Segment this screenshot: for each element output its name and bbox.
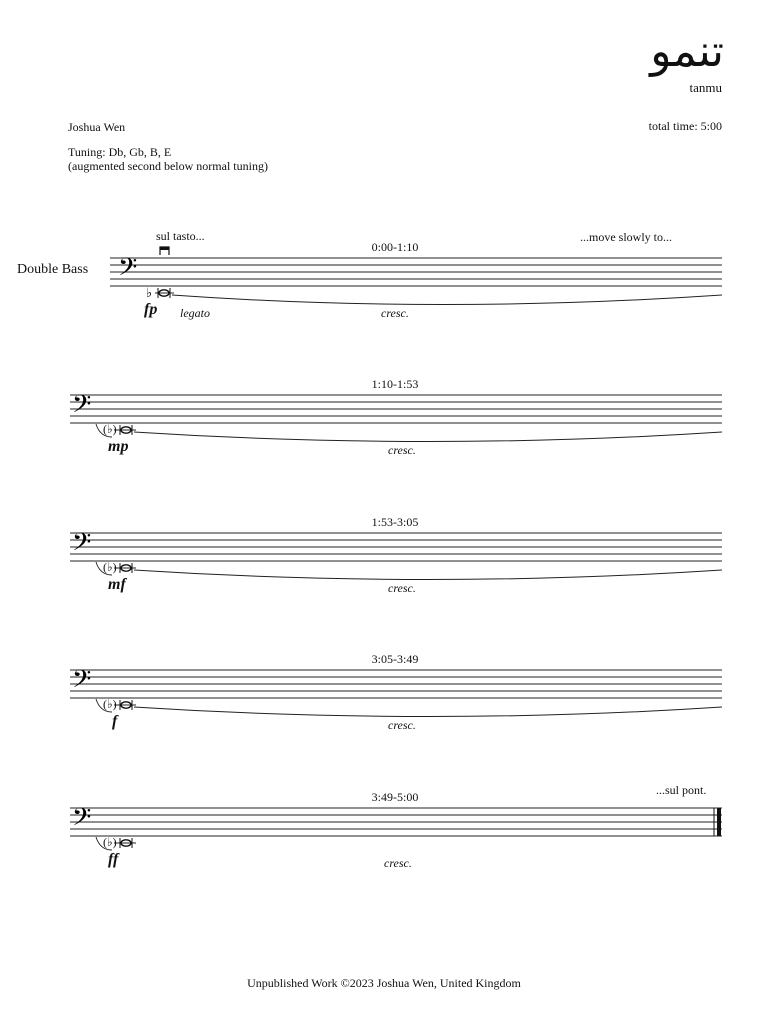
legato-text: legato xyxy=(180,306,210,320)
cresc-4: cresc. xyxy=(388,718,416,732)
time-range-1: 0:00-1:10 xyxy=(371,240,419,254)
bass-clef-icon: 𝄢 xyxy=(72,803,92,838)
dynamic-5: ff xyxy=(108,851,119,868)
accidental-4: (♭) xyxy=(103,697,117,711)
instrument-name: Double Bass xyxy=(17,262,89,277)
crescendo-tie xyxy=(172,295,722,305)
staff-lines xyxy=(70,533,722,561)
cresc-1: cresc. xyxy=(381,306,409,320)
crescendo-tie xyxy=(134,570,722,580)
bass-clef-icon: 𝄢 xyxy=(118,253,138,288)
down-bow-icon xyxy=(160,247,169,255)
dynamic-4: f xyxy=(112,713,118,730)
dynamic-2: mp xyxy=(108,438,129,455)
staff-lines xyxy=(110,258,722,286)
accidental-3: (♭) xyxy=(103,560,117,574)
time-range-3: 1:53-3:05 xyxy=(371,515,419,529)
crescendo-tie xyxy=(134,707,722,717)
accidental-1: ♭ xyxy=(146,285,153,300)
bass-clef-icon: 𝄢 xyxy=(72,665,92,700)
composer: Joshua Wen xyxy=(68,120,126,134)
staff-lines xyxy=(70,395,722,423)
staff-lines xyxy=(70,808,722,836)
time-range-2: 1:10-1:53 xyxy=(371,377,419,391)
cresc-2: cresc. xyxy=(388,443,416,457)
sul-pont-text: ...sul pont. xyxy=(656,783,707,797)
sul-tasto-text: sul tasto... xyxy=(156,229,205,243)
tuning-line-2: (augmented second below normal tuning) xyxy=(68,159,268,173)
title-latin: tanmu xyxy=(689,80,722,95)
accidental-5: (♭) xyxy=(103,835,117,849)
staff-lines xyxy=(70,670,722,698)
cresc-5: cresc. xyxy=(384,856,412,870)
tuning-line-1: Tuning: Db, Gb, B, E xyxy=(68,145,172,159)
bass-clef-icon: 𝄢 xyxy=(72,390,92,425)
total-time: total time: 5:00 xyxy=(648,119,722,133)
time-range-4: 3:05-3:49 xyxy=(371,652,419,666)
accidental-2: (♭) xyxy=(103,422,117,436)
crescendo-tie xyxy=(134,432,722,442)
title-arabic: تنمو xyxy=(650,26,724,77)
move-slowly-text: ...move slowly to... xyxy=(580,230,672,244)
copyright-footer: Unpublished Work ©2023 Joshua Wen, United Kingdom xyxy=(247,976,521,990)
dynamic-1: fp xyxy=(144,301,158,318)
dynamic-3: mf xyxy=(108,576,126,593)
bass-clef-icon: 𝄢 xyxy=(72,528,92,563)
time-range-5: 3:49-5:00 xyxy=(371,790,419,804)
cresc-3: cresc. xyxy=(388,581,416,595)
